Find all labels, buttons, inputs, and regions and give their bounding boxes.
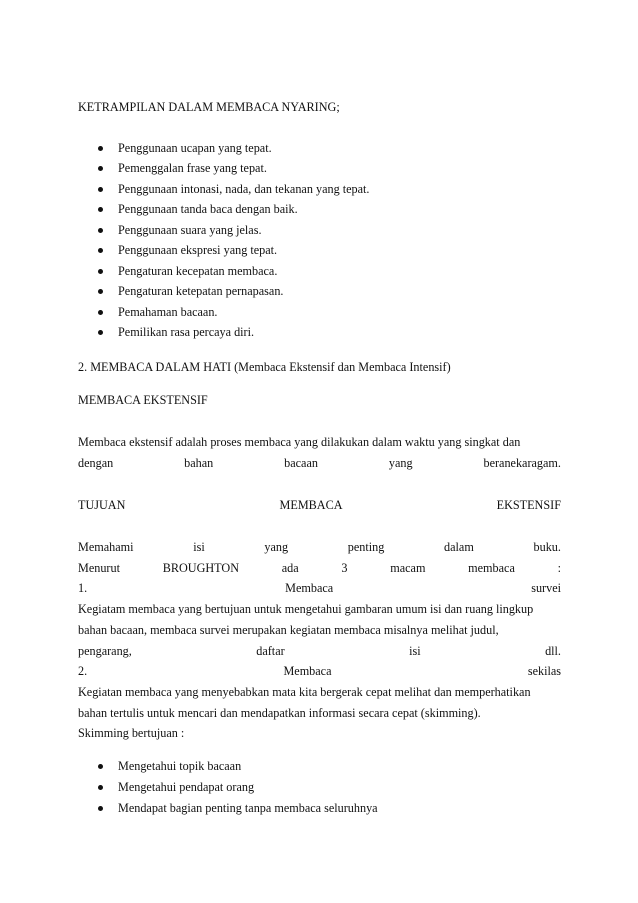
word: beranekaragam. bbox=[483, 456, 561, 470]
item-2-line-2: bahan tertulis untuk mencari dan mendapatkan informasi secara cepat (skimming). bbox=[78, 706, 481, 720]
subheading-membaca-ekstensif: MEMBACA EKSTENSIF bbox=[78, 393, 208, 407]
item-1-line-1: Kegiatam membaca yang bertujuan untuk mengetahui gambaran umum isi dan ruang lingkup bbox=[78, 602, 534, 616]
definition-line-1: Membaca ekstensif adalah proses membaca yang dilakukan dalam waktu yang singkat dan bbox=[78, 435, 521, 449]
word: daftar bbox=[256, 644, 285, 658]
item-1-title bbox=[78, 580, 561, 596]
word: membaca bbox=[468, 561, 515, 575]
word: sekilas bbox=[527, 664, 561, 678]
section-heading-membaca-nyaring: KETRAMPILAN DALAM MEMBACA NYARING; bbox=[78, 100, 340, 114]
word: isi bbox=[409, 644, 421, 658]
word: dalam bbox=[444, 540, 474, 554]
word: EKSTENSIF bbox=[496, 498, 561, 512]
word: yang bbox=[388, 456, 413, 470]
menurut-line bbox=[78, 560, 561, 576]
word: macam bbox=[390, 561, 426, 575]
item-1-line-2: bahan bacaan, membaca survei merupakan kegiatan membaca misalnya melihat judul, bbox=[78, 623, 499, 637]
word: MEMBACA bbox=[279, 498, 343, 512]
word: Menurut bbox=[78, 561, 120, 575]
bullet-icon bbox=[98, 166, 103, 171]
word: Membaca bbox=[283, 664, 332, 678]
item-2-line-3: Skimming bertujuan : bbox=[78, 726, 185, 740]
word: buku. bbox=[533, 540, 561, 554]
bullet-icon bbox=[98, 207, 103, 212]
bullet-icon bbox=[98, 289, 103, 294]
bullet-icon bbox=[98, 310, 103, 315]
word: dengan bbox=[78, 456, 114, 470]
word: pengarang, bbox=[78, 644, 132, 658]
word: ada bbox=[281, 561, 299, 575]
bullet-icon bbox=[98, 228, 103, 233]
word: 3 bbox=[341, 561, 348, 575]
bullet-icon bbox=[98, 764, 103, 769]
word: survei bbox=[531, 581, 561, 595]
word: isi bbox=[193, 540, 205, 554]
word: dll. bbox=[545, 644, 561, 658]
bullet-icon bbox=[98, 330, 103, 335]
section-heading-membaca-dalam-hati: 2. MEMBACA DALAM HATI (Membaca Ekstensif dan Membaca Intensif) bbox=[78, 360, 451, 374]
item-2-title bbox=[78, 663, 561, 679]
word: Memahami bbox=[78, 540, 134, 554]
bullet-icon bbox=[98, 806, 103, 811]
word: 1. bbox=[78, 581, 88, 595]
word: 2. bbox=[78, 664, 88, 678]
definition-line-2 bbox=[78, 455, 561, 471]
bullet-icon bbox=[98, 146, 103, 151]
bullet-icon bbox=[98, 269, 103, 274]
bullet-icon bbox=[98, 187, 103, 192]
word: BROUGHTON bbox=[162, 561, 240, 575]
word: TUJUAN bbox=[78, 498, 126, 512]
tujuan-text bbox=[78, 539, 561, 555]
word: yang bbox=[264, 540, 289, 554]
word: Membaca bbox=[285, 581, 334, 595]
document-page: KETRAMPILAN DALAM MEMBACA NYARING; Penggunaan ucapan yang tepat. Pemenggalan frase yang tepat. Penggunaan intonasi, nada, dan tekanan yang tepat. Penggunaan tanda baca dengan baik. Penggunaan suara yang jelas. Penggunaan ekspresi yang tepat. Pengaturan kecepatan membaca. Pengaturan ketepatan pernapasan. Pemahaman bacaan. Pemilikan rasa percaya diri. 2. MEMBACA DALAM HATI (Membaca Ekstensif dan Membaca Intensif) MEMBACA EKSTENSIF Membaca ekstensif adalah proses membaca yang dilakukan dalam waktu yang singkat dan dengan bahan bacaan yang beranekaragam. TUJUAN MEMBACA EKSTENSIF Memahami isi yang penting dalam buku. Menurut BROUGHTON ada 3 macam membaca : 1. Membaca survei Kegiatam membaca yang bertujuan untuk mengetahui gambaran umum isi dan ruang lingkup bahan bacaan, membaca survei merupakan kegiatan membaca misalnya melihat judul, pengarang, daftar isi dll. 2. Membaca sekilas Kegiatan membaca yang menyebabkan mata kita bergerak cepat melihat dan memperhatikan bahan tertulis untuk mencari dan mendapatkan informasi secara cepat (skimming). Skimming bertujuan : Mengetahui topik bacaan Mengetahui pendapat orang Mendapat bagian penting tanpa membaca seluruhnya bbox=[78, 100, 561, 815]
bullet-icon bbox=[98, 248, 103, 253]
tujuan-heading bbox=[78, 497, 561, 513]
item-2-line-1: Kegiatan membaca yang menyebabkan mata kita bergerak cepat melihat dan memperhatikan bbox=[78, 685, 531, 699]
bullet-icon bbox=[98, 785, 103, 790]
word: bahan bbox=[184, 456, 214, 470]
word: penting bbox=[347, 540, 385, 554]
item-1-line-3 bbox=[78, 643, 561, 659]
word: bacaan bbox=[284, 456, 318, 470]
word: : bbox=[557, 561, 561, 575]
